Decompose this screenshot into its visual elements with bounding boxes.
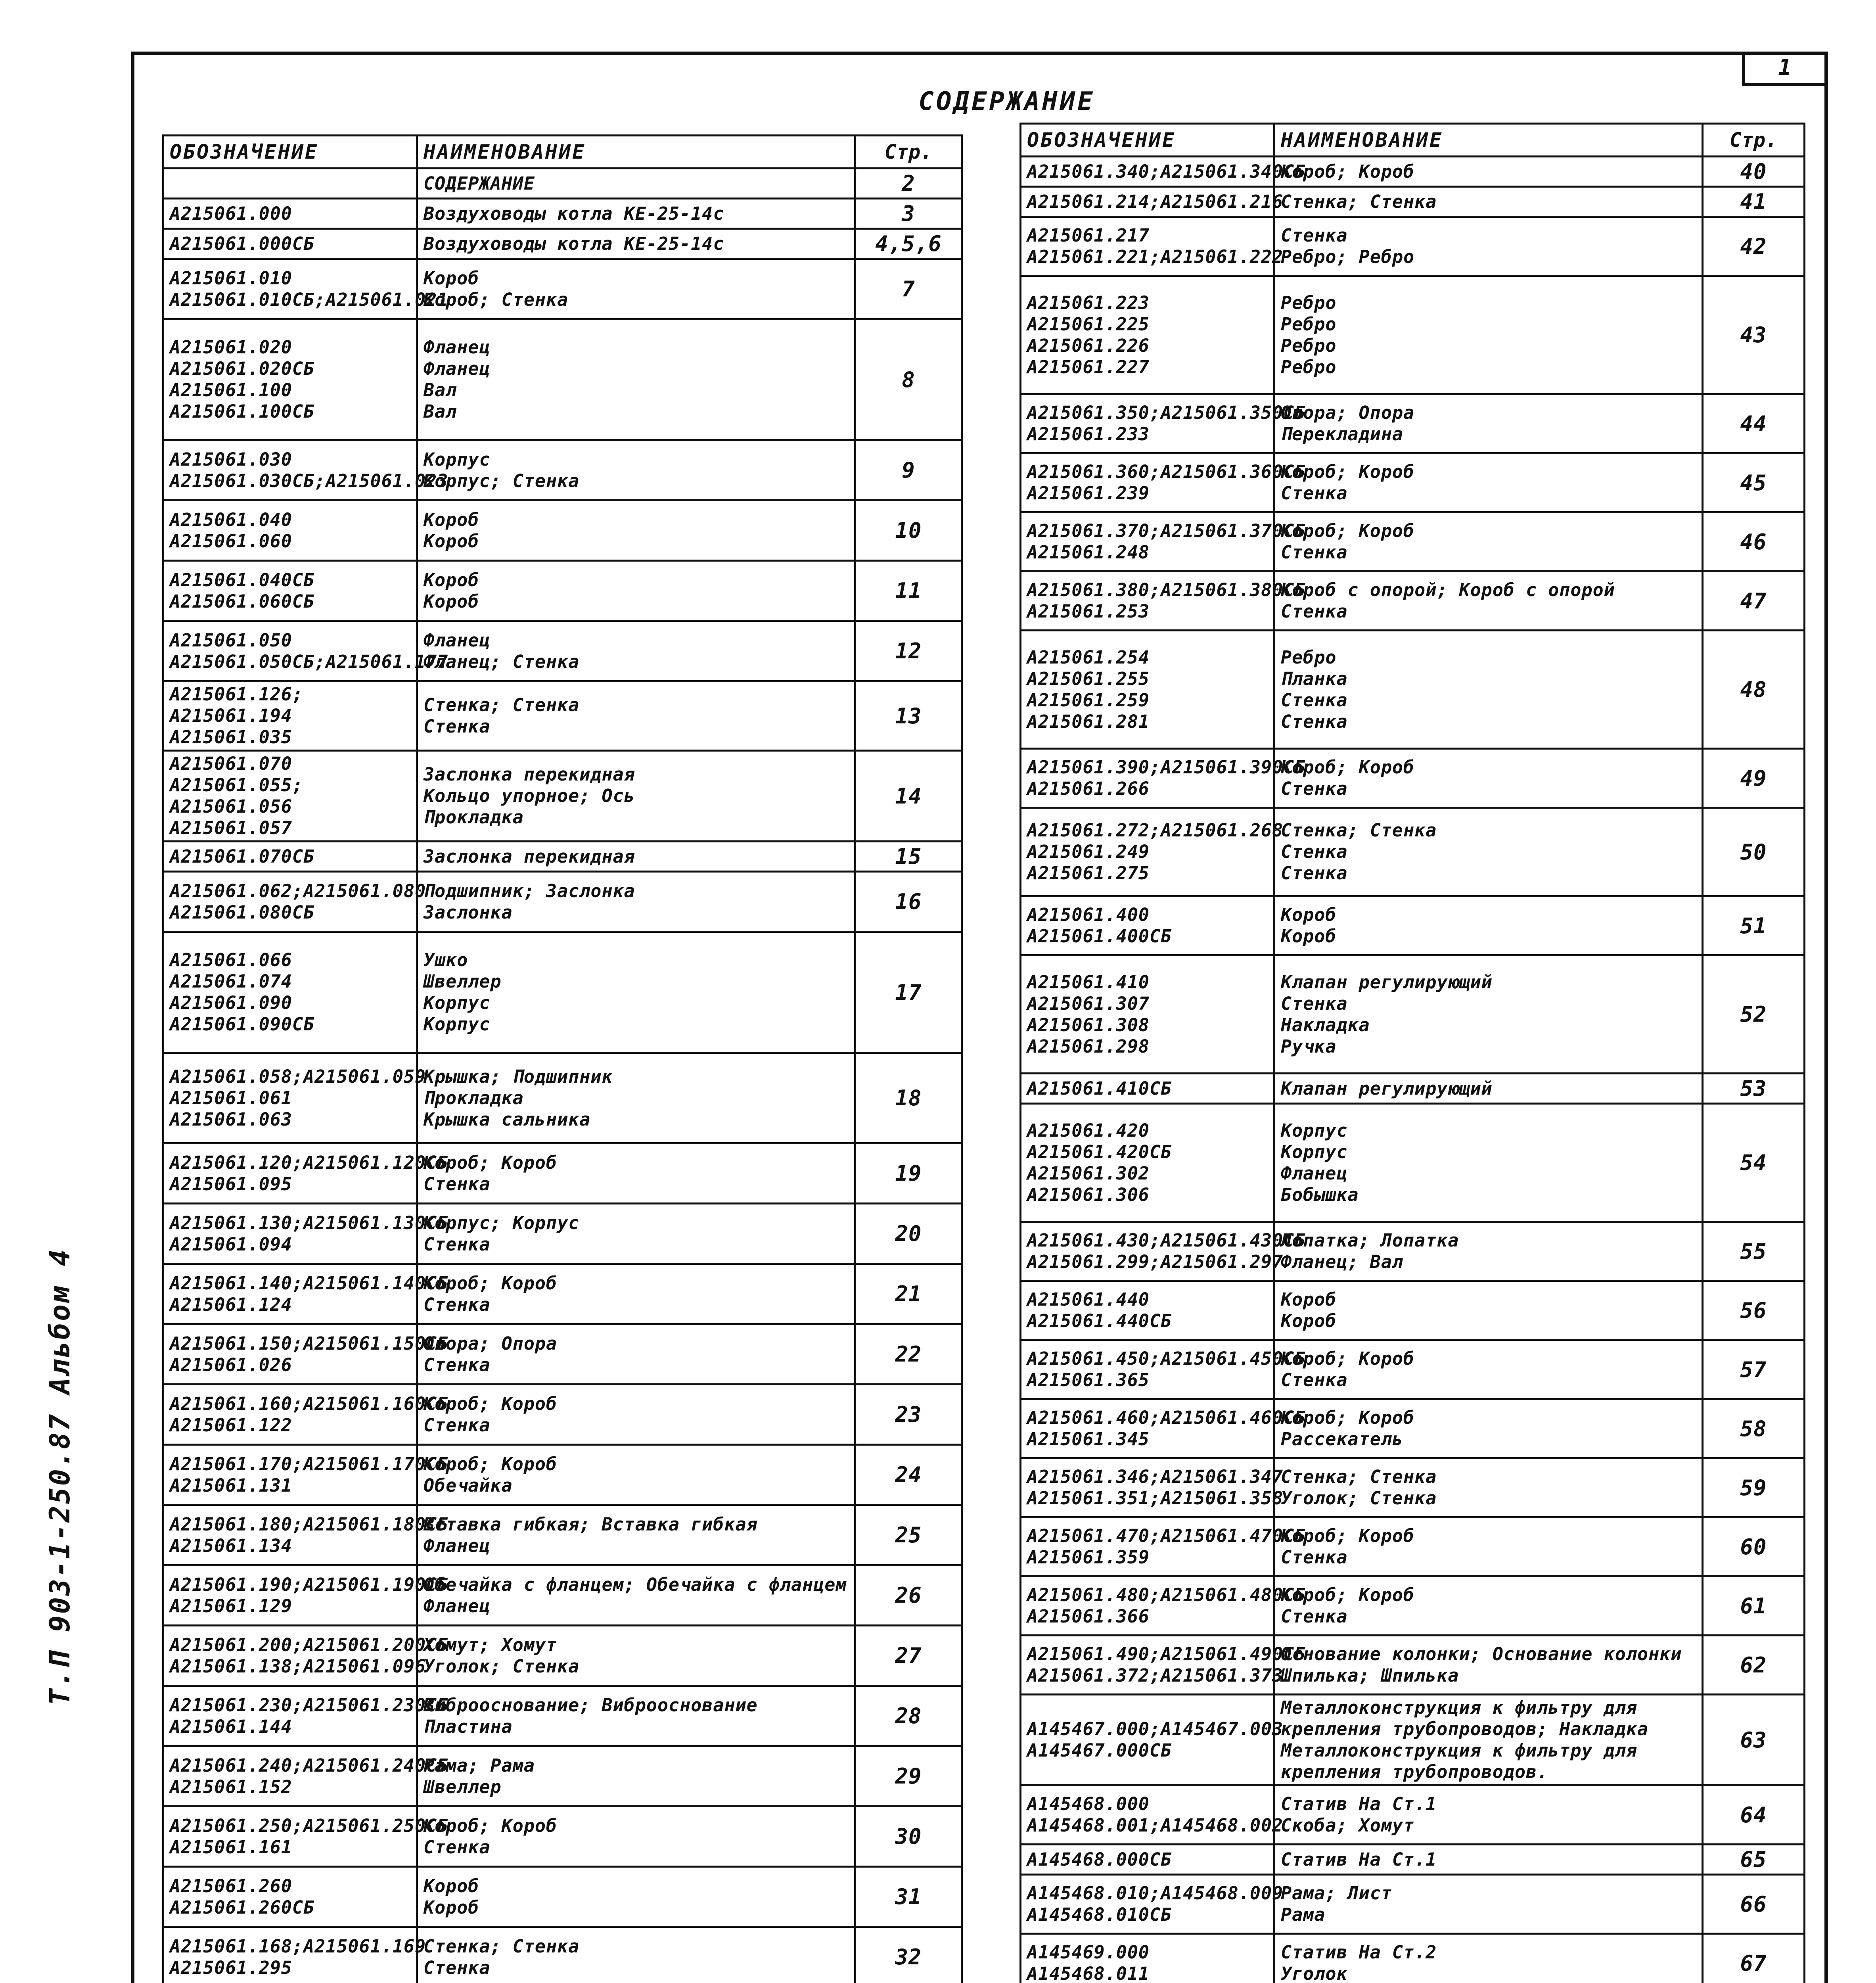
cell-designation: А215061.214;А215061.216 — [1021, 187, 1274, 217]
cell-designation: А215061.390;А215061.390СБ А215061.266 — [1021, 749, 1274, 808]
cell-designation: А215061.040 А215061.060 — [163, 501, 417, 561]
table-row — [163, 1807, 962, 1867]
cell-page: 63 — [1703, 1695, 1805, 1785]
table-row — [1021, 1399, 1805, 1458]
cell-page: 19 — [855, 1143, 962, 1204]
cell-designation: А215061.140;А215061.140СБ А215061.124 — [163, 1264, 417, 1324]
cell-designation: А215061.010 А215061.010СБ;А215061.021 — [163, 259, 417, 319]
cell-designation: А145468.000 А145468.001;А145468.002 — [1021, 1785, 1274, 1845]
table-row — [163, 1385, 962, 1445]
cell-page: 23 — [855, 1385, 962, 1445]
cell-designation: А215061.050 А215061.050СБ;А215061.177 — [163, 621, 417, 681]
cell-name: Корпус Корпус Фланец Бобышка — [1274, 1104, 1703, 1222]
cell-designation: А215061.470;А215061.470СБ А215061.359 — [1021, 1517, 1274, 1576]
cell-name: Корпус Корпус; Стенка — [417, 440, 855, 501]
table-row — [163, 501, 962, 561]
cell-page: 27 — [855, 1626, 962, 1686]
cell-designation: А215061.120;А215061.120СБ А215061.095 — [163, 1143, 417, 1204]
cell-designation: А215061.346;А215061.347 А215061.351;А215061.358 — [1021, 1458, 1274, 1517]
table-row — [1021, 808, 1805, 896]
cell-name: Статив На Ст.2 Уголок — [1274, 1934, 1703, 1983]
cell-designation: А215061.190;А215061.190СБ А215061.129 — [163, 1565, 417, 1626]
cell-designation: А215061.160;А215061.160СБ А215061.122 — [163, 1385, 417, 1445]
cell-designation: А215061.272;А215061.268 А215061.249 А215061.275 — [1021, 808, 1274, 896]
table-row — [1021, 1340, 1805, 1399]
cell-page: 17 — [855, 932, 962, 1053]
cell-page: 15 — [855, 842, 962, 872]
cell-page: 2 — [855, 169, 962, 199]
table-row — [1021, 955, 1805, 1074]
cell-designation: А215061.340;А215061.340СБ — [1021, 157, 1274, 187]
cell-page: 59 — [1703, 1458, 1805, 1517]
cell-designation — [163, 169, 417, 199]
cell-page: 60 — [1703, 1517, 1805, 1576]
cell-name: Статив На Ст.1 — [1274, 1845, 1703, 1875]
table-row — [163, 1927, 962, 1983]
cell-page: 25 — [855, 1505, 962, 1565]
table-row — [1021, 276, 1805, 394]
cell-name: Короб; Короб — [1274, 157, 1703, 187]
cell-name: Опора; Опора Стенка — [417, 1324, 855, 1385]
table-row — [1021, 1074, 1805, 1104]
cell-page: 64 — [1703, 1785, 1805, 1845]
table-row — [163, 440, 962, 501]
table-row — [163, 1445, 962, 1505]
cell-page: 57 — [1703, 1340, 1805, 1399]
cell-designation: А215061.440 А215061.440СБ — [1021, 1281, 1274, 1340]
cell-name: Хомут; Хомут Уголок; Стенка — [417, 1626, 855, 1686]
cell-designation: А215061.254 А215061.255 А215061.259 А215061.281 — [1021, 631, 1274, 749]
table-row — [163, 1324, 962, 1385]
cell-designation: А215061.180;А215061.180СБ А215061.134 — [163, 1505, 417, 1565]
table-row — [1021, 157, 1805, 187]
table-row — [163, 1204, 962, 1264]
cell-designation: А215061.217 А215061.221;А215061.222 — [1021, 217, 1274, 276]
contents-table-left — [162, 134, 963, 1983]
cell-name: Воздуховоды котла КЕ-25-14с — [417, 229, 855, 259]
table-row — [163, 319, 962, 440]
cell-designation: А145468.000СБ — [1021, 1845, 1274, 1875]
cell-designation: А215061.000СБ — [163, 229, 417, 259]
cell-page: 43 — [1703, 276, 1805, 394]
table-row — [1021, 1576, 1805, 1636]
cell-designation: А215061.450;А215061.450СБ А215061.365 — [1021, 1340, 1274, 1399]
cell-designation: А215061.380;А215061.380СБ А215061.253 — [1021, 572, 1274, 631]
cell-page: 62 — [1703, 1636, 1805, 1695]
cell-name: СОДЕРЖАНИЕ — [417, 169, 855, 199]
cell-page: 18 — [855, 1053, 962, 1143]
cell-designation: А215061.430;А215061.430СБ А215061.299;А215061.297 — [1021, 1222, 1274, 1281]
cell-name: Ребро Ребро Ребро Ребро — [1274, 276, 1703, 394]
contents-table-right — [1019, 123, 1805, 1983]
table-row — [163, 681, 962, 751]
cell-designation: А215061.130;А215061.130СБ А215061.094 — [163, 1204, 417, 1264]
cell-page: 7 — [855, 259, 962, 319]
cell-name: Короб; Короб Стенка — [1274, 512, 1703, 572]
cell-designation: А215061.240;А215061.240СБ А215061.152 — [163, 1746, 417, 1807]
cell-page: 24 — [855, 1445, 962, 1505]
document-sheet — [131, 52, 1828, 1983]
cell-name: Заслонка перекидная — [417, 842, 855, 872]
cell-name: Короб; Короб Стенка — [417, 1143, 855, 1204]
page-title: СОДЕРЖАНИЕ — [918, 87, 1095, 116]
header-designation: ОБОЗНАЧЕНИЕ — [1021, 124, 1274, 157]
cell-designation: А215061.400 А215061.400СБ — [1021, 896, 1274, 955]
cell-page: 46 — [1703, 512, 1805, 572]
cell-page: 51 — [1703, 896, 1805, 955]
cell-page: 55 — [1703, 1222, 1805, 1281]
table-row — [163, 1053, 962, 1143]
table-row — [163, 751, 962, 842]
cell-page: 41 — [1703, 187, 1805, 217]
cell-page: 67 — [1703, 1934, 1805, 1983]
cell-name: Короб; Короб Стенка — [417, 1385, 855, 1445]
cell-page: 58 — [1703, 1399, 1805, 1458]
cell-designation: А215061.020 А215061.020СБ А215061.100 А215061.100СБ — [163, 319, 417, 440]
cell-name: Клапан регулирующий — [1274, 1074, 1703, 1104]
cell-name: Короб; Короб Стенка — [1274, 1576, 1703, 1636]
cell-name: Короб Короб — [417, 501, 855, 561]
header-name: НАИМЕНОВАНИЕ — [1274, 124, 1703, 157]
cell-page: 47 — [1703, 572, 1805, 631]
table-row — [1021, 1222, 1805, 1281]
table-row — [1021, 749, 1805, 808]
table-row — [163, 259, 962, 319]
cell-name: Короб; Короб Стенка — [417, 1264, 855, 1324]
cell-page: 16 — [855, 872, 962, 932]
cell-name: Фланец Фланец Вал Вал — [417, 319, 855, 440]
table-row — [163, 1686, 962, 1746]
cell-page: 40 — [1703, 157, 1805, 187]
cell-page: 4,5,6 — [855, 229, 962, 259]
table-row — [163, 932, 962, 1053]
cell-designation: А215061.070СБ — [163, 842, 417, 872]
cell-page: 3 — [855, 199, 962, 229]
cell-page: 32 — [855, 1927, 962, 1983]
cell-name: Короб Короб — [1274, 896, 1703, 955]
table-row — [1021, 453, 1805, 512]
cell-name: Стенка; Стенка Стенка Стенка — [1274, 808, 1703, 896]
table-row — [163, 1867, 962, 1927]
table-row — [163, 169, 962, 199]
table-row — [1021, 394, 1805, 453]
cell-name: Корпус; Корпус Стенка — [417, 1204, 855, 1264]
cell-designation: А215061.410СБ — [1021, 1074, 1274, 1104]
cell-name: Рама; Рама Швеллер — [417, 1746, 855, 1807]
cell-designation: А215061.410 А215061.307 А215061.308 А215061.298 — [1021, 955, 1274, 1074]
cell-page: 20 — [855, 1204, 962, 1264]
cell-name: Стенка; Стенка Стенка — [417, 1927, 855, 1983]
cell-page: 21 — [855, 1264, 962, 1324]
cell-name: Крышка; Подшипник Прокладка Крышка сальника — [417, 1053, 855, 1143]
table-header-row — [1021, 124, 1805, 157]
header-name: НАИМЕНОВАНИЕ — [417, 136, 855, 169]
cell-name: Лопатка; Лопатка Фланец; Вал — [1274, 1222, 1703, 1281]
table-row — [163, 1505, 962, 1565]
contents-left-body — [163, 169, 962, 1983]
cell-page: 42 — [1703, 217, 1805, 276]
table-row — [1021, 1934, 1805, 1983]
cell-name: Стенка; Стенка Уголок; Стенка — [1274, 1458, 1703, 1517]
cell-designation: А215061.170;А215061.170СБ А215061.131 — [163, 1445, 417, 1505]
cell-page: 66 — [1703, 1875, 1805, 1934]
cell-name: Фланец Фланец; Стенка — [417, 621, 855, 681]
cell-name: Основание колонки; Основание колонки Шпилька; Шпилька — [1274, 1636, 1703, 1695]
table-row — [1021, 631, 1805, 749]
cell-page: 53 — [1703, 1074, 1805, 1104]
cell-page: 28 — [855, 1686, 962, 1746]
cell-name: Короб; Короб Стенка — [417, 1807, 855, 1867]
cell-name: Стенка; Стенка — [1274, 187, 1703, 217]
table-row — [163, 561, 962, 621]
cell-page: 31 — [855, 1867, 962, 1927]
cell-designation: А145469.000 А145468.011 — [1021, 1934, 1274, 1983]
table-row — [1021, 1104, 1805, 1222]
cell-name: Ребро Планка Стенка Стенка — [1274, 631, 1703, 749]
cell-page: 44 — [1703, 394, 1805, 453]
sheet-number: 1 — [1742, 55, 1824, 86]
cell-name: Стенка Ребро; Ребро — [1274, 217, 1703, 276]
cell-designation: А215061.062;А215061.080 А215061.080СБ — [163, 872, 417, 932]
table-row — [163, 1143, 962, 1204]
cell-designation: А215061.490;А215061.490СБ А215061.372;А215061.373 — [1021, 1636, 1274, 1695]
table-row — [1021, 187, 1805, 217]
table-row — [1021, 1785, 1805, 1845]
cell-page: 61 — [1703, 1576, 1805, 1636]
table-header-row — [163, 136, 962, 169]
cell-designation: А215061.420 А215061.420СБ А215061.302 А215061.306 — [1021, 1104, 1274, 1222]
cell-page: 30 — [855, 1807, 962, 1867]
cell-name: Короб; Короб Рассекатель — [1274, 1399, 1703, 1458]
contents-right-body — [1021, 157, 1805, 1983]
table-row — [1021, 896, 1805, 955]
cell-name: Стенка; Стенка Стенка — [417, 681, 855, 751]
cell-page: 10 — [855, 501, 962, 561]
cell-name: Короб Короб — [417, 1867, 855, 1927]
cell-name: Воздуховоды котла КЕ-25-14с — [417, 199, 855, 229]
cell-name: Короб Короб — [417, 561, 855, 621]
cell-page: 45 — [1703, 453, 1805, 512]
cell-page: 13 — [855, 681, 962, 751]
cell-name: Короб; Короб Стенка — [1274, 1517, 1703, 1576]
cell-designation: А145468.010;А145468.009 А145468.010СБ — [1021, 1875, 1274, 1934]
table-row — [1021, 1458, 1805, 1517]
cell-name: Короб; Короб Стенка — [1274, 1340, 1703, 1399]
table-row — [163, 199, 962, 229]
cell-designation: А215061.223 А215061.225 А215061.226 А215061.227 — [1021, 276, 1274, 394]
cell-designation: А215061.150;А215061.150СБ А215061.026 — [163, 1324, 417, 1385]
table-row — [163, 842, 962, 872]
table-row — [163, 229, 962, 259]
cell-name: Ушко Швеллер Корпус Корпус — [417, 932, 855, 1053]
cell-designation: А215061.250;А215061.250СБ А215061.161 — [163, 1807, 417, 1867]
cell-name: Опора; Опора Перекладина — [1274, 394, 1703, 453]
cell-page: 14 — [855, 751, 962, 842]
cell-name: Короб Короб; Стенка — [417, 259, 855, 319]
cell-designation: А215061.460;А215061.460СБ А215061.345 — [1021, 1399, 1274, 1458]
table-row — [1021, 572, 1805, 631]
cell-name: Короб Короб — [1274, 1281, 1703, 1340]
table-row — [163, 1626, 962, 1686]
header-page: Стр. — [855, 136, 962, 169]
cell-designation: А215061.040СБ А215061.060СБ — [163, 561, 417, 621]
table-row — [1021, 1695, 1805, 1785]
cell-designation: А215061.260 А215061.260СБ — [163, 1867, 417, 1927]
cell-designation: А215061.168;А215061.169 А215061.295 — [163, 1927, 417, 1983]
cell-designation: А215061.070 А215061.055; А215061.056 А215061.057 — [163, 751, 417, 842]
cell-name: Рама; Лист Рама — [1274, 1875, 1703, 1934]
cell-name: Короб; Короб Обечайка — [417, 1445, 855, 1505]
cell-name: Короб с опорой; Короб с опорой Стенка — [1274, 572, 1703, 631]
cell-designation: А215061.066 А215061.074 А215061.090 А215061.090СБ — [163, 932, 417, 1053]
cell-page: 26 — [855, 1565, 962, 1626]
table-row — [1021, 1875, 1805, 1934]
cell-name: Клапан регулирующий Стенка Накладка Ручка — [1274, 955, 1703, 1074]
cell-page: 22 — [855, 1324, 962, 1385]
cell-designation: А215061.200;А215061.200СБ А215061.138;А215061.096 — [163, 1626, 417, 1686]
cell-name: Заслонка перекидная Кольцо упорное; Ось Прокладка — [417, 751, 855, 842]
table-row — [163, 621, 962, 681]
cell-name: Обечайка с фланцем; Обечайка с фланцем Фланец — [417, 1565, 855, 1626]
table-row — [163, 1264, 962, 1324]
table-row — [1021, 1636, 1805, 1695]
cell-page: 48 — [1703, 631, 1805, 749]
header-designation: ОБОЗНАЧЕНИЕ — [163, 136, 417, 169]
side-caption: Т.П 903-1-250.87 Альбом 4 — [44, 1248, 76, 1705]
table-row — [1021, 1281, 1805, 1340]
table-row — [163, 1565, 962, 1626]
cell-page: 29 — [855, 1746, 962, 1807]
cell-designation: А215061.058;А215061.059 А215061.061 А215061.063 — [163, 1053, 417, 1143]
cell-page: 56 — [1703, 1281, 1805, 1340]
cell-name: Статив На Ст.1 Скоба; Хомут — [1274, 1785, 1703, 1845]
table-row — [1021, 217, 1805, 276]
cell-name: Короб; Короб Стенка — [1274, 749, 1703, 808]
cell-name: Вставка гибкая; Вставка гибкая Фланец — [417, 1505, 855, 1565]
cell-page: 12 — [855, 621, 962, 681]
table-row — [163, 1746, 962, 1807]
cell-name: Короб; Короб Стенка — [1274, 453, 1703, 512]
cell-designation: А145467.000;А145467.003 А145467.000СБ — [1021, 1695, 1274, 1785]
table-row — [1021, 1517, 1805, 1576]
cell-designation: А215061.480;А215061.480СБ А215061.366 — [1021, 1576, 1274, 1636]
cell-name: Подшипник; Заслонка Заслонка — [417, 872, 855, 932]
cell-page: 11 — [855, 561, 962, 621]
cell-page: 9 — [855, 440, 962, 501]
cell-designation: А215061.126; А215061.194 А215061.035 — [163, 681, 417, 751]
cell-name: Виброоснование; Виброоснование Пластина — [417, 1686, 855, 1746]
cell-page: 52 — [1703, 955, 1805, 1074]
table-row — [1021, 1845, 1805, 1875]
cell-name: Металлоконструкция к фильтру для крепления трубопроводов; Накладка Металлоконструкция к фильтру для крепления трубопроводов. — [1274, 1695, 1703, 1785]
cell-page: 8 — [855, 319, 962, 440]
header-page: Стр. — [1703, 124, 1805, 157]
cell-designation: А215061.230;А215061.230СБ А215061.144 — [163, 1686, 417, 1746]
cell-designation: А215061.000 — [163, 199, 417, 229]
cell-designation: А215061.370;А215061.370СБ А215061.248 — [1021, 512, 1274, 572]
table-row — [1021, 512, 1805, 572]
cell-page: 54 — [1703, 1104, 1805, 1222]
cell-page: 50 — [1703, 808, 1805, 896]
cell-designation: А215061.030 А215061.030СБ;А215061.023 — [163, 440, 417, 501]
cell-page: 65 — [1703, 1845, 1805, 1875]
cell-designation: А215061.360;А215061.360СБ А215061.239 — [1021, 453, 1274, 512]
cell-designation: А215061.350;А215061.350СБ А215061.233 — [1021, 394, 1274, 453]
table-row — [163, 872, 962, 932]
cell-page: 49 — [1703, 749, 1805, 808]
